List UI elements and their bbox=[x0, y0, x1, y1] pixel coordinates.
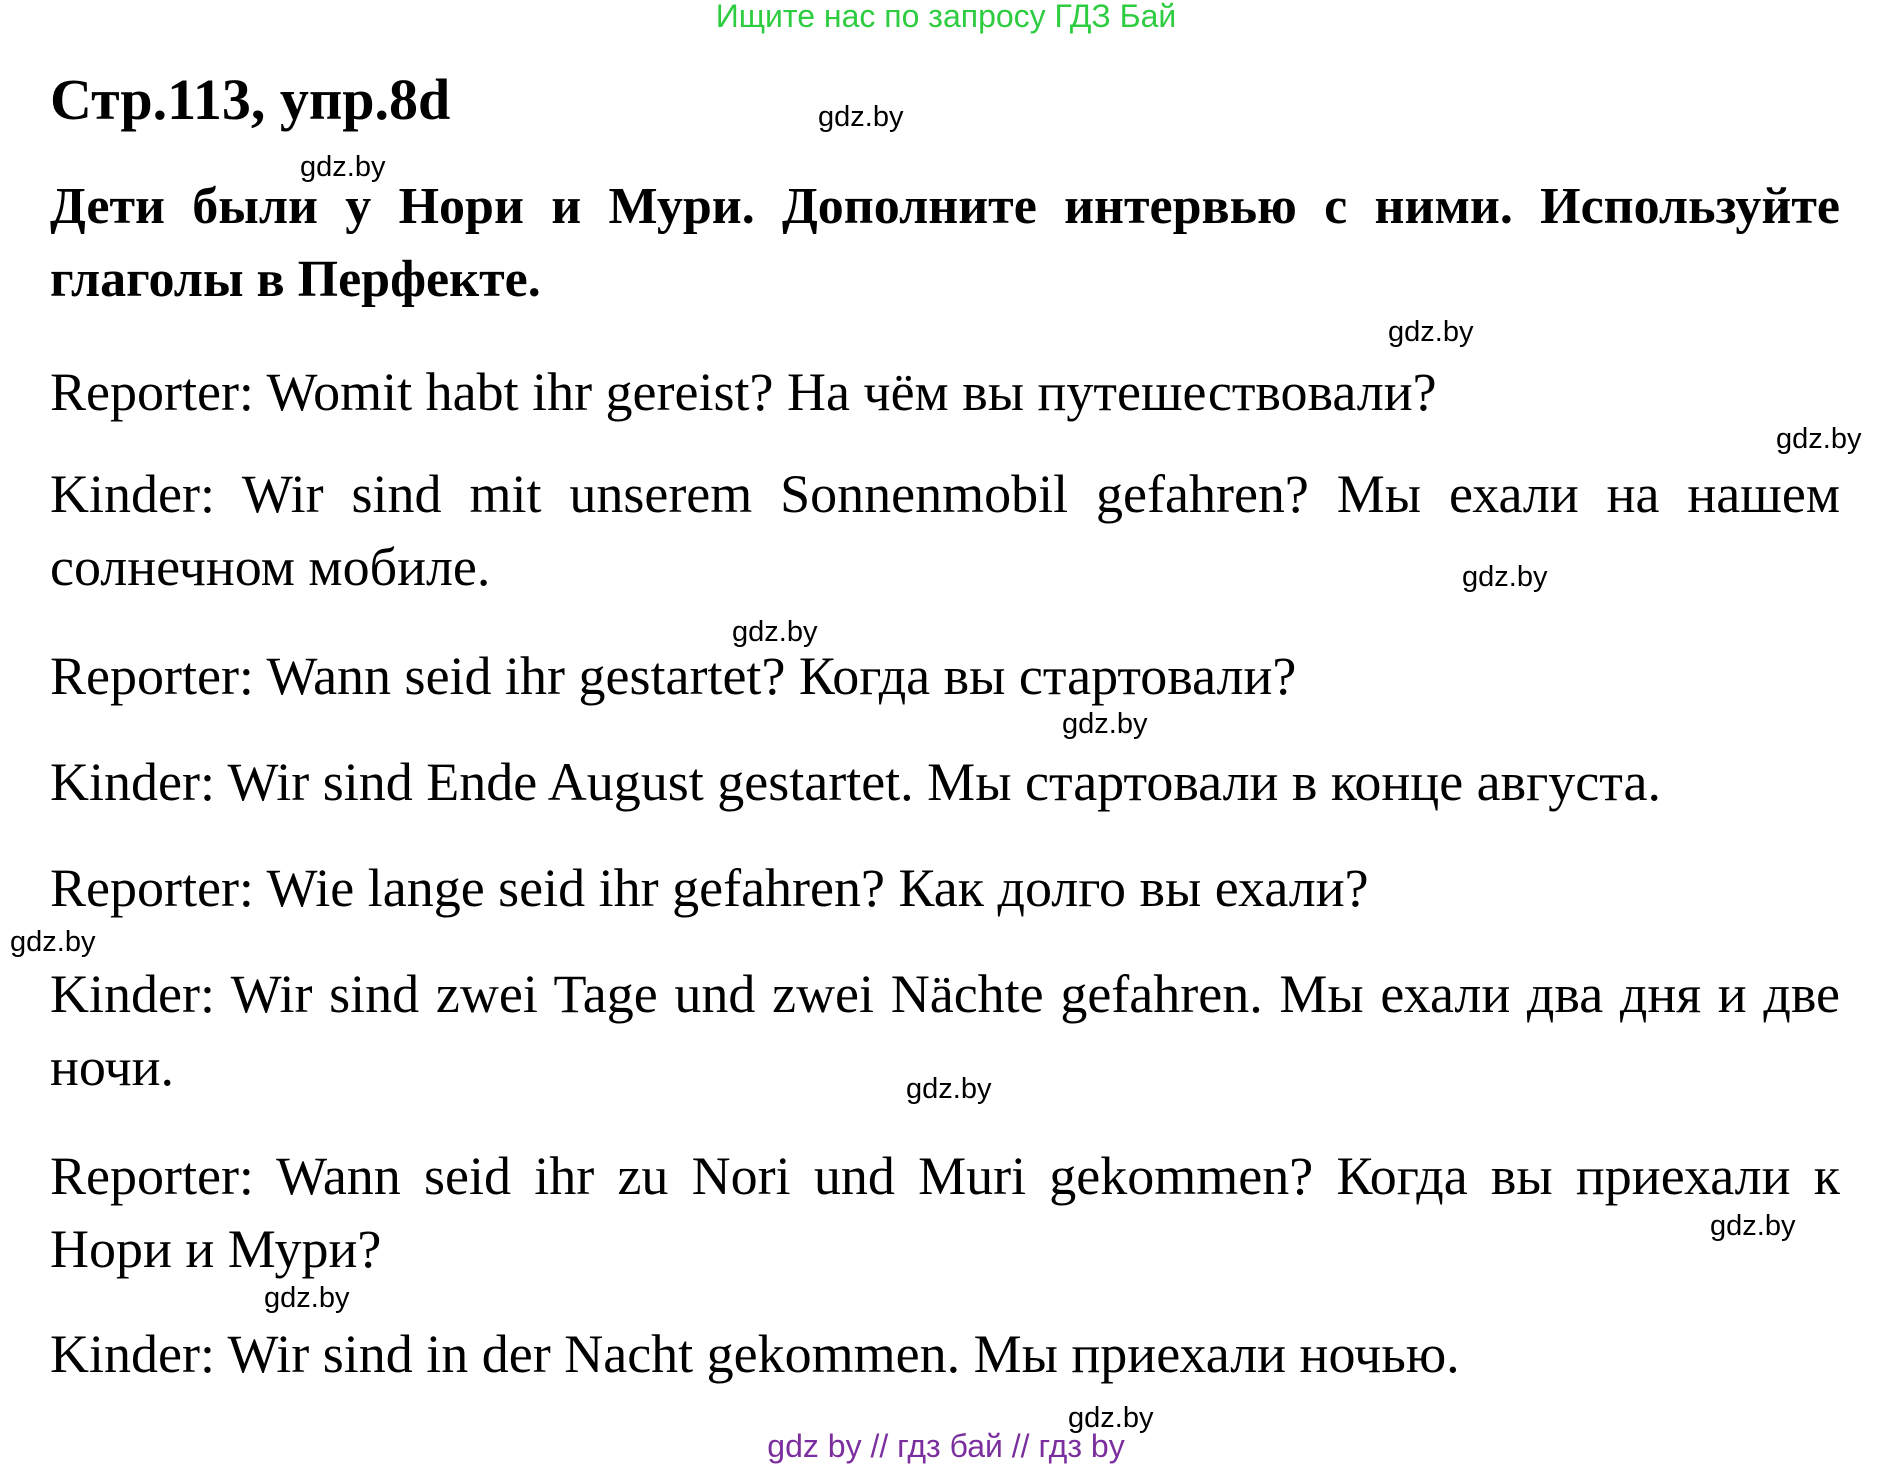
watermark: gdz.by bbox=[300, 151, 386, 183]
search-banner: Ищите нас по запросу ГДЗ Бай bbox=[715, 0, 1177, 34]
dialog-line-kinder-1: Kinder: Wir sind mit unserem Sonnenmobil gefahren? Мы ехали на нашем солнечном мобиле. bbox=[50, 464, 1840, 597]
page-title: Стр.113, упр.8d bbox=[50, 67, 451, 132]
watermark: gdz.by bbox=[818, 101, 904, 133]
dialog-line-kinder-2: Kinder: Wir sind Ende August gestartet. Мы стартовали в конце августа. bbox=[50, 752, 1661, 812]
dialog-line-reporter-1: Reporter: Womit habt ihr gereist? На чём вы путешествовали? bbox=[50, 362, 1437, 422]
dialog-line-kinder-3: Kinder: Wir sind zwei Tage und zwei Nächte gefahren. Мы ехали два дня и две ночи. bbox=[50, 964, 1840, 1097]
footer-links: gdz by // гдз бай // гдз by bbox=[767, 1428, 1125, 1464]
task-instruction: Дети были у Нори и Мури. Дополните интервью с ними. Используйте глаголы в Перфекте. bbox=[50, 178, 1840, 308]
dialog-line-reporter-4: Reporter: Wann seid ihr zu Nori und Muri gekommen? Когда вы приехали к Нори и Мури? bbox=[50, 1146, 1840, 1279]
watermark: gdz.by bbox=[732, 616, 818, 648]
watermark: gdz.by bbox=[264, 1282, 350, 1314]
watermark: gdz.by bbox=[1388, 316, 1474, 348]
dialog-line-reporter-3: Reporter: Wie lange seid ihr gefahren? Как долго вы ехали? bbox=[50, 858, 1369, 918]
watermark: gdz.by bbox=[1776, 423, 1862, 455]
dialog-line-kinder-4: Kinder: Wir sind in der Nacht gekommen. Мы приехали ночью. bbox=[50, 1324, 1460, 1384]
dialog-line-reporter-2: Reporter: Wann seid ihr gestartet? Когда вы стартовали? bbox=[50, 646, 1297, 706]
watermark: gdz.by bbox=[1068, 1402, 1154, 1434]
watermark: gdz.by bbox=[1462, 561, 1548, 593]
watermark: gdz.by bbox=[1062, 708, 1148, 740]
watermark: gdz.by bbox=[1710, 1210, 1796, 1242]
watermark: gdz.by bbox=[10, 926, 96, 958]
watermark: gdz.by bbox=[906, 1073, 992, 1105]
